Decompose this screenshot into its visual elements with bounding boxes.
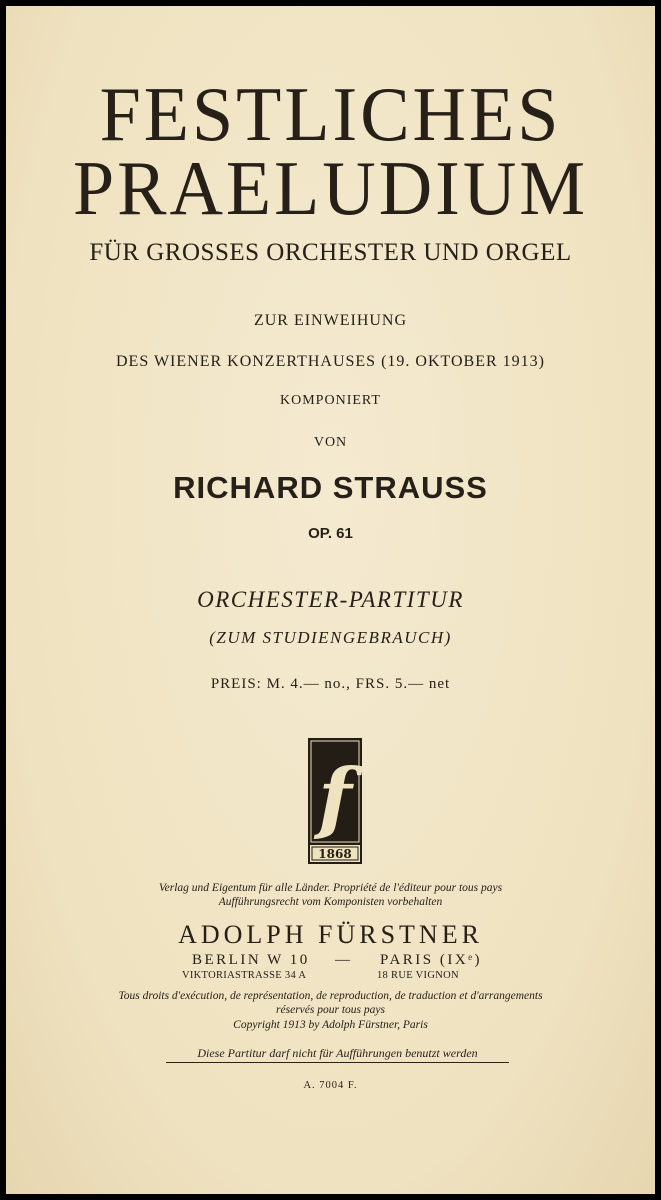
city-separator: — <box>335 952 353 968</box>
copyright-line: Copyright 1913 by Adolph Fürstner, Paris <box>233 1019 428 1031</box>
plate-number: A. 7004 F. <box>303 1080 358 1091</box>
performance-notice: Diese Partitur darf nicht für Aufführungen benutzt werden <box>166 1046 509 1063</box>
publisher-name: ADOLPH FÜRSTNER <box>178 920 483 949</box>
dedication-line-1: ZUR EINWEIHUNG <box>253 312 408 329</box>
city-berlin: BERLIN W 10 <box>192 952 310 968</box>
city-paris: PARIS (IXᵉ) <box>380 952 483 968</box>
subtitle: FÜR GROSSES ORCHESTER UND ORGEL <box>89 239 572 266</box>
title-line-1: FESTLICHES <box>99 71 562 159</box>
composer-name: RICHARD STRAUSS <box>173 470 488 505</box>
dedication-line-2: DES WIENER KONZERTHAUSES (19. OKTOBER 1913) <box>116 353 545 370</box>
street-paris: 18 RUE VIGNON <box>377 970 459 981</box>
price: PREIS: M. 4.— no., FRS. 5.— net <box>210 676 451 692</box>
composed-label: KOMPONIERT <box>280 393 381 408</box>
edition-type: ORCHESTER-PARTITUR <box>197 587 464 612</box>
publisher-logo-icon <box>308 738 362 864</box>
rights-line-1: Verlag und Eigentum für alle Länder. Propriété de l'éditeur pour tous pays <box>158 882 503 894</box>
opus-number: OP. 61 <box>308 525 353 542</box>
title-line-2: PRAELUDIUM <box>72 145 589 233</box>
logo-letter: f <box>318 752 352 843</box>
title-page <box>6 6 655 1194</box>
disclaimer-line-1: Tous droits d'exécution, de représentation, de reproduction, de traduction et d'arrangements <box>118 990 543 1002</box>
street-berlin: VIKTORIASTRASSE 34 A <box>182 970 307 981</box>
rights-line-2: Aufführungsrecht vom Komponisten vorbehalten <box>218 896 443 908</box>
disclaimer-line-2: réservés pour tous pays <box>276 1004 385 1016</box>
logo-year: 1868 <box>318 847 352 861</box>
edition-note: (ZUM STUDIENGEBRAUCH) <box>209 628 452 647</box>
by-label: VON <box>313 435 348 450</box>
